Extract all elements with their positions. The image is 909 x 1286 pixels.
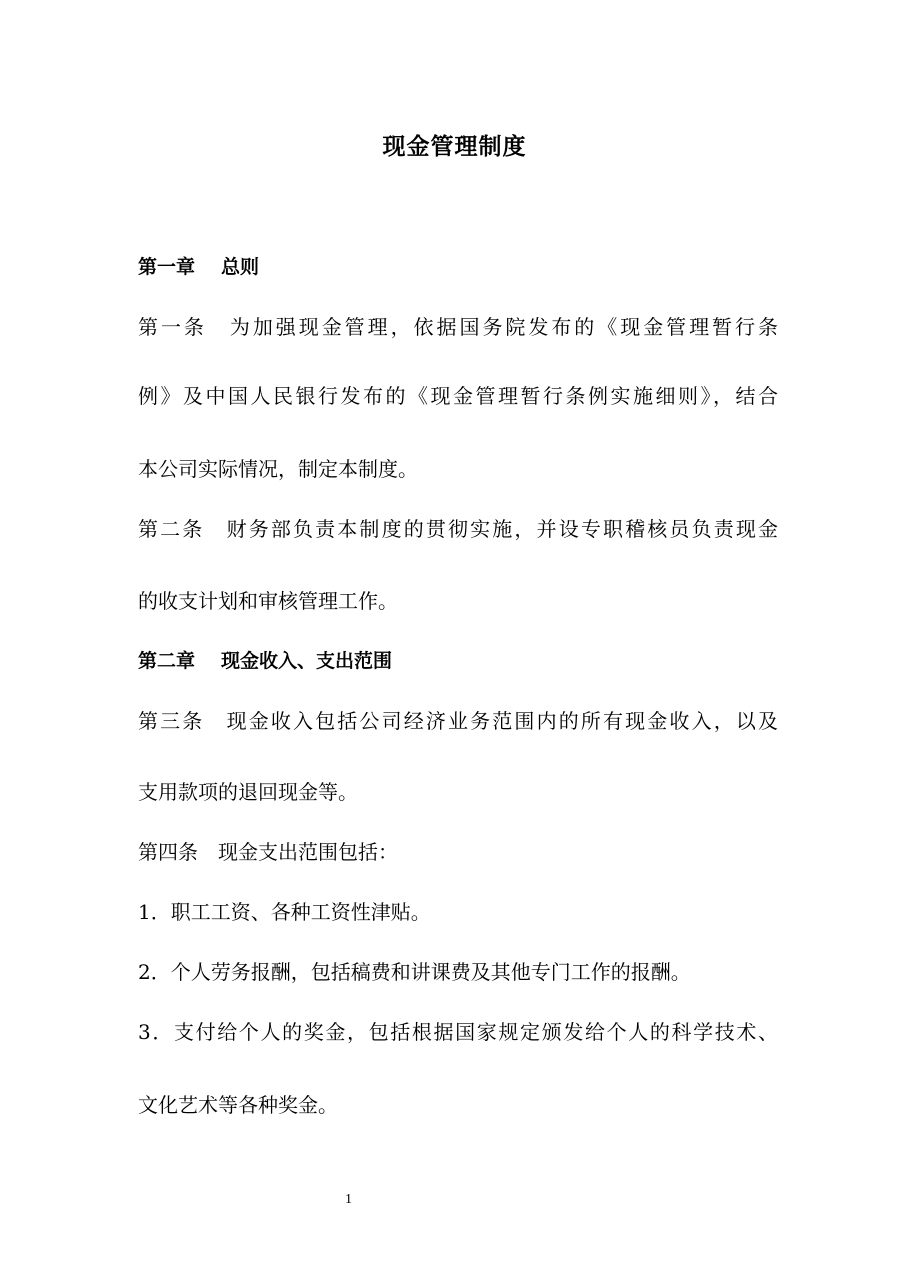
list-item-3-line-2: 文化艺术等各种奖金。 <box>138 1093 338 1117</box>
article-1-line-1: 第一条 为加强现金管理，依据国务院发布的《现金管理暂行条 <box>138 315 778 339</box>
article-4-line-1: 第四条 现金支出范围包括： <box>138 840 398 864</box>
chapter-label: 第二章 <box>138 650 196 672</box>
article-2-line-1: 第二条 财务部负责本制度的贯彻实施，并设专职稽核员负责现金 <box>138 517 778 541</box>
chapter-heading-2 <box>138 646 778 676</box>
document-title: 现金管理制度 <box>382 134 527 160</box>
page-number: 1 <box>345 1192 352 1207</box>
list-item-2: 2．个人劳务报酬，包括稿费和讲课费及其他专门工作的报酬。 <box>138 960 691 984</box>
chapter-name: 总则 <box>221 256 260 278</box>
chapter-label: 第一章 <box>138 256 196 278</box>
article-1-line-3: 本公司实际情况，制定本制度。 <box>138 457 418 481</box>
article-3-line-2: 支用款项的退回现金等。 <box>138 780 358 804</box>
list-item-1: 1．职工工资、各种工资性津贴。 <box>138 900 431 924</box>
chapter-name: 现金收入、支出范围 <box>221 650 393 672</box>
article-1-line-2: 例》及中国人民银行发布的《现金管理暂行条例实施细则》，结合 <box>138 384 778 408</box>
article-2-line-2: 的收支计划和审核管理工作。 <box>138 589 398 613</box>
list-item-3-line-1: 3．支付给个人的奖金，包括根据国家规定颁发给个人的科学技术、 <box>138 1020 778 1044</box>
article-3-line-1: 第三条 现金收入包括公司经济业务范围内的所有现金收入，以及 <box>138 709 778 733</box>
chapter-heading-1 <box>138 252 778 282</box>
